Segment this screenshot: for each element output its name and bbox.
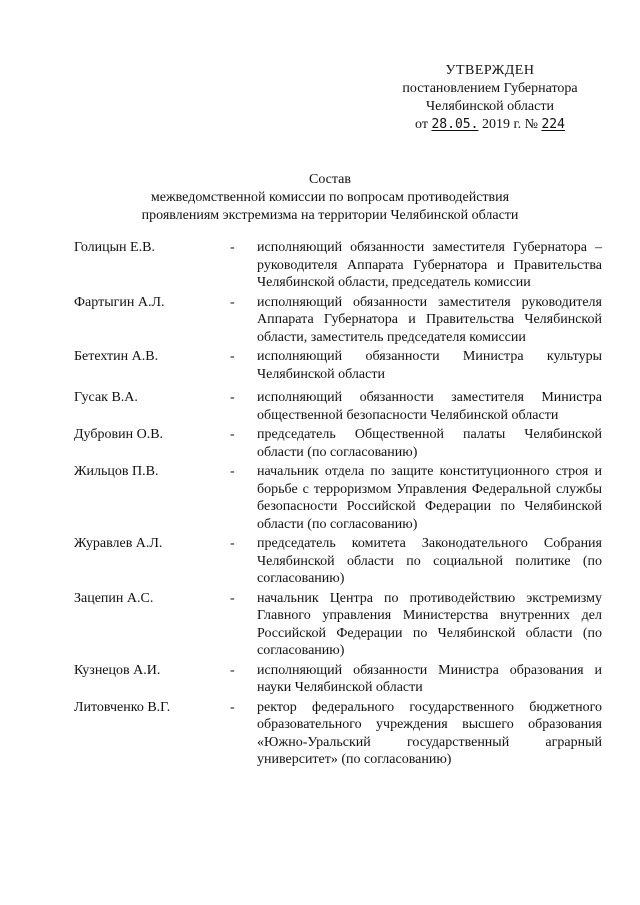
member-name: Голицын Е.В. [74,240,155,255]
member-name: Бетехтин А.В. [74,349,159,364]
member-row [74,590,602,660]
member-role: начальник Центра по противодействию экстремизму Главного управления Министерства внутренних дел Российской Федерации по Челябинской области (по согласованию) [257,590,602,658]
handwritten-number: 224 [541,117,565,132]
title-line-1: Состав [308,172,351,187]
member-name: Дубровин О.В. [74,427,164,442]
member-row [74,426,602,461]
member-dash: - [230,590,235,606]
member-name: Литовченко В.Г. [74,699,171,715]
member-row [74,348,602,383]
member-role: исполняющий обязанности Министра культуры Челябинской области [257,349,602,382]
approval-line-1: постановлением Губернатора [402,81,578,96]
member-role: исполняющий обязанности заместителя руководителя Аппарата Губернатора и Правительства Челябинской области, заместитель председателя комиссии [257,294,602,345]
title-line-3: проявлениям экстремизма на территории Челябинской области [141,208,519,223]
member-dash: - [230,662,235,678]
member-role: председатель комитета Законодательного Собрания Челябинской области по социальной политике (по согласованию) [257,536,602,586]
document-title [60,171,600,225]
member-dash: - [230,294,235,310]
member-name: Кузнецов А.И. [74,662,161,678]
member-dash: - [230,390,235,405]
member-row [74,699,602,769]
member-name: Фартыгин А.Л. [74,294,165,310]
member-dash: - [230,427,235,442]
member-row [74,535,602,588]
handwritten-date: 28.05. [431,117,479,132]
approval-date-line [380,116,600,134]
member-role: исполняющий обязанности Министра образования и науки Челябинской области [257,662,602,695]
member-dash: - [230,536,235,551]
member-name: Жильцов П.В. [74,464,159,479]
date-prefix: от [415,117,428,132]
member-row [74,662,602,697]
member-row [74,294,602,347]
member-role: исполняющий обязанности заместителя Министра общественной безопасности Челябинской области [257,390,602,423]
member-role: ректор федерального государственного бюджетного образовательного учреждения высшего образования «Южно-Уральский государственный аграрный университет» (по согласованию) [257,699,602,767]
member-name: Зацепин А.С. [74,590,154,606]
member-name: Гусак В.А. [74,390,138,405]
approval-block [380,62,600,134]
member-row [74,239,602,292]
member-role: начальник отдела по защите конституционного строя и борьбе с терроризмом Управления Федеральной службы безопасности Российской Федерации по Челябинской области (по согласованию) [257,464,602,532]
member-dash: - [230,349,235,364]
title-line-2: межведомственной комиссии по вопросам противодействия [150,190,510,205]
members-list [74,239,602,769]
member-row [74,463,602,533]
member-dash: - [230,464,235,479]
member-name: Журавлев А.Л. [74,536,163,551]
member-role: председатель Общественной палаты Челябинской области (по согласованию) [257,427,602,460]
approval-heading: УТВЕРЖДЕН [445,63,535,78]
approval-line-2: Челябинской области [426,99,554,114]
member-dash: - [230,699,235,715]
member-dash: - [230,240,235,255]
member-row [74,389,602,424]
member-role: исполняющий обязанности заместителя Губернатора – руководителя Аппарата Губернатора и Правительства Челябинской области, председатель комиссии [257,240,602,290]
year-suffix: 2019 г. № [481,117,538,132]
